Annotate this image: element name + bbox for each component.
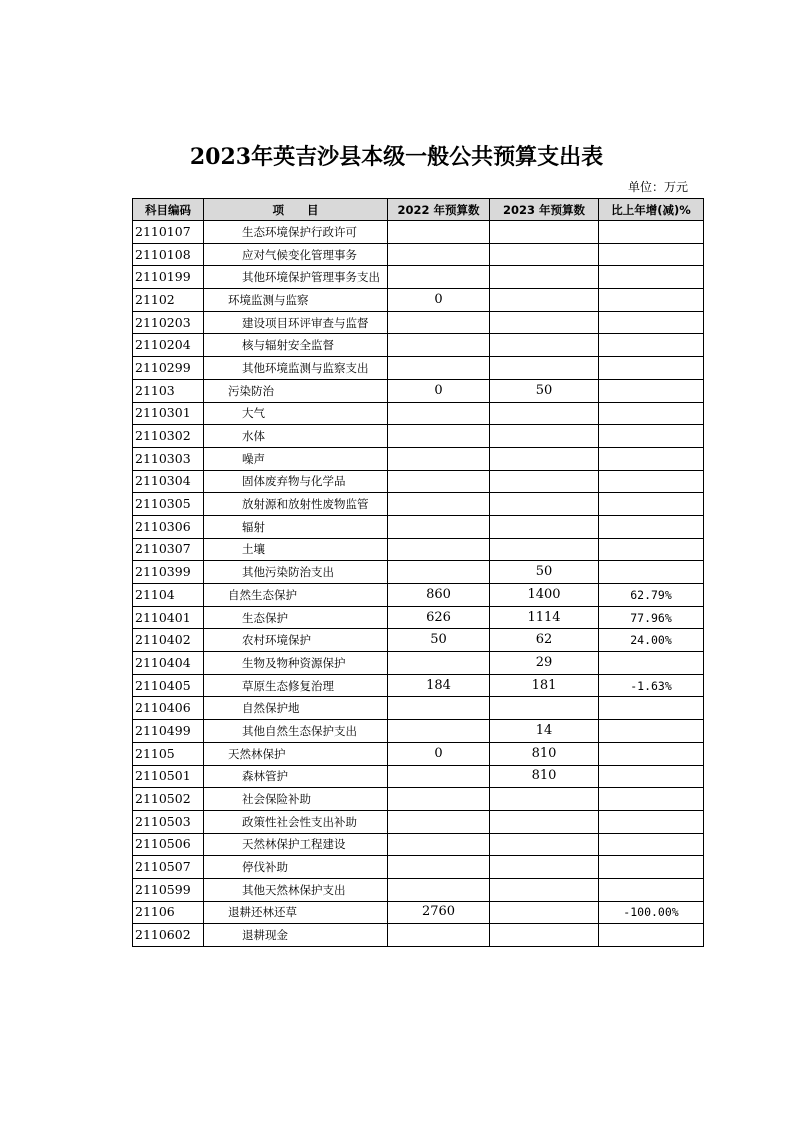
cell-name: 天然林保护 <box>204 742 388 765</box>
cell-change-percent <box>599 788 704 811</box>
cell-2022-budget: 50 <box>388 629 490 652</box>
table-row <box>133 334 704 357</box>
cell-name: 社会保险补助 <box>204 788 388 811</box>
cell-change-percent <box>599 493 704 516</box>
cell-2022-budget <box>388 425 490 448</box>
cell-change-percent <box>599 856 704 879</box>
cell-change-percent: 62.79% <box>599 584 704 607</box>
cell-2023-budget: 810 <box>490 765 599 788</box>
cell-change-percent <box>599 720 704 743</box>
table-row <box>133 788 704 811</box>
cell-2022-budget <box>388 243 490 266</box>
cell-code: 2110399 <box>133 561 204 584</box>
cell-2023-budget: 1400 <box>490 584 599 607</box>
cell-2022-budget <box>388 810 490 833</box>
cell-code: 21102 <box>133 289 204 312</box>
cell-2023-budget <box>490 357 599 380</box>
cell-change-percent <box>599 379 704 402</box>
cell-name: 土壤 <box>204 538 388 561</box>
cell-2022-budget <box>388 221 490 244</box>
table-row <box>133 629 704 652</box>
cell-2022-budget: 0 <box>388 742 490 765</box>
cell-name: 应对气候变化管理事务 <box>204 243 388 266</box>
cell-2023-budget <box>490 425 599 448</box>
table-row <box>133 720 704 743</box>
budget-table <box>132 198 704 947</box>
cell-2023-budget <box>490 266 599 289</box>
cell-change-percent <box>599 289 704 312</box>
cell-2022-budget <box>388 515 490 538</box>
table-row <box>133 584 704 607</box>
cell-change-percent: -100.00% <box>599 901 704 924</box>
cell-2023-budget <box>490 856 599 879</box>
cell-code: 2110299 <box>133 357 204 380</box>
cell-name: 污染防治 <box>204 379 388 402</box>
cell-2023-budget <box>490 221 599 244</box>
cell-code: 2110602 <box>133 924 204 947</box>
cell-2023-budget <box>490 924 599 947</box>
cell-name: 农村环境保护 <box>204 629 388 652</box>
cell-change-percent <box>599 652 704 675</box>
cell-name: 其他环境保护管理事务支出 <box>204 266 388 289</box>
cell-code: 2110499 <box>133 720 204 743</box>
cell-change-percent <box>599 221 704 244</box>
cell-change-percent <box>599 402 704 425</box>
table-row <box>133 810 704 833</box>
cell-change-percent <box>599 425 704 448</box>
cell-2023-budget: 50 <box>490 561 599 584</box>
cell-2023-budget <box>490 243 599 266</box>
cell-2023-budget: 29 <box>490 652 599 675</box>
cell-2022-budget <box>388 788 490 811</box>
table-header-row <box>133 199 704 221</box>
cell-2022-budget: 0 <box>388 289 490 312</box>
cell-2022-budget <box>388 697 490 720</box>
table-row <box>133 379 704 402</box>
cell-code: 2110507 <box>133 856 204 879</box>
cell-change-percent <box>599 810 704 833</box>
cell-change-percent <box>599 742 704 765</box>
cell-change-percent <box>599 924 704 947</box>
cell-2023-budget <box>490 334 599 357</box>
table-row <box>133 856 704 879</box>
table-row <box>133 561 704 584</box>
table-row <box>133 924 704 947</box>
cell-2022-budget: 626 <box>388 606 490 629</box>
cell-code: 2110599 <box>133 878 204 901</box>
table-row <box>133 878 704 901</box>
cell-2022-budget <box>388 652 490 675</box>
table-row <box>133 289 704 312</box>
cell-2022-budget <box>388 447 490 470</box>
page-title: 2023年英吉沙县本级一般公共预算支出表 <box>189 144 604 170</box>
cell-change-percent <box>599 833 704 856</box>
cell-2023-budget: 14 <box>490 720 599 743</box>
header-code: 科目编码 <box>133 199 204 221</box>
cell-name: 政策性社会性支出补助 <box>204 810 388 833</box>
cell-name: 其他污染防治支出 <box>204 561 388 584</box>
cell-change-percent <box>599 266 704 289</box>
table-row <box>133 697 704 720</box>
cell-name: 其他天然林保护支出 <box>204 878 388 901</box>
cell-2022-budget <box>388 924 490 947</box>
cell-code: 2110405 <box>133 674 204 697</box>
cell-2023-budget <box>490 538 599 561</box>
cell-change-percent <box>599 538 704 561</box>
cell-code: 2110107 <box>133 221 204 244</box>
cell-change-percent <box>599 878 704 901</box>
cell-name: 固体废弃物与化学品 <box>204 470 388 493</box>
cell-2023-budget <box>490 311 599 334</box>
cell-2023-budget <box>490 833 599 856</box>
cell-name: 生物及物种资源保护 <box>204 652 388 675</box>
table-row <box>133 221 704 244</box>
cell-2023-budget: 62 <box>490 629 599 652</box>
cell-change-percent <box>599 334 704 357</box>
table-row <box>133 447 704 470</box>
cell-name: 草原生态修复治理 <box>204 674 388 697</box>
cell-2022-budget <box>388 765 490 788</box>
cell-change-percent <box>599 697 704 720</box>
cell-2023-budget <box>490 788 599 811</box>
cell-name: 核与辐射安全监督 <box>204 334 388 357</box>
cell-2022-budget <box>388 833 490 856</box>
cell-2023-budget <box>490 697 599 720</box>
header-change: 比上年增(减)% <box>599 199 704 221</box>
cell-2023-budget <box>490 289 599 312</box>
cell-2022-budget: 0 <box>388 379 490 402</box>
cell-name: 水体 <box>204 425 388 448</box>
header-2022: 2022 年预算数 <box>388 199 490 221</box>
cell-code: 2110203 <box>133 311 204 334</box>
table-row <box>133 266 704 289</box>
cell-2022-budget <box>388 493 490 516</box>
cell-name: 环境监测与监察 <box>204 289 388 312</box>
cell-code: 2110401 <box>133 606 204 629</box>
cell-change-percent <box>599 311 704 334</box>
cell-code: 2110501 <box>133 765 204 788</box>
table-row <box>133 652 704 675</box>
cell-2023-budget: 810 <box>490 742 599 765</box>
cell-code: 2110402 <box>133 629 204 652</box>
cell-2022-budget <box>388 878 490 901</box>
cell-2023-budget <box>490 493 599 516</box>
cell-2023-budget <box>490 470 599 493</box>
table-row <box>133 311 704 334</box>
cell-change-percent <box>599 515 704 538</box>
unit-label: 单位：万元 <box>627 180 688 194</box>
cell-2023-budget <box>490 810 599 833</box>
cell-2022-budget <box>388 357 490 380</box>
cell-name: 生态环境保护行政许可 <box>204 221 388 244</box>
cell-name: 自然生态保护 <box>204 584 388 607</box>
cell-name: 放射源和放射性废物监管 <box>204 493 388 516</box>
cell-name: 噪声 <box>204 447 388 470</box>
cell-code: 21106 <box>133 901 204 924</box>
cell-name: 辐射 <box>204 515 388 538</box>
cell-code: 2110303 <box>133 447 204 470</box>
cell-2023-budget: 181 <box>490 674 599 697</box>
cell-2023-budget <box>490 901 599 924</box>
cell-2022-budget <box>388 311 490 334</box>
cell-2022-budget <box>388 538 490 561</box>
cell-code: 21105 <box>133 742 204 765</box>
table-body <box>133 221 704 947</box>
table-row <box>133 742 704 765</box>
cell-code: 2110204 <box>133 334 204 357</box>
cell-change-percent: 24.00% <box>599 629 704 652</box>
cell-code: 2110305 <box>133 493 204 516</box>
cell-code: 2110406 <box>133 697 204 720</box>
cell-2022-budget <box>388 334 490 357</box>
cell-name: 其他自然生态保护支出 <box>204 720 388 743</box>
table-row <box>133 765 704 788</box>
cell-2023-budget <box>490 402 599 425</box>
cell-name: 其他环境监测与监察支出 <box>204 357 388 380</box>
cell-change-percent <box>599 765 704 788</box>
cell-name: 退耕现金 <box>204 924 388 947</box>
table-row <box>133 357 704 380</box>
table-row <box>133 674 704 697</box>
cell-2023-budget <box>490 878 599 901</box>
cell-code: 2110503 <box>133 810 204 833</box>
table-row <box>133 833 704 856</box>
cell-code: 21103 <box>133 379 204 402</box>
cell-name: 建设项目环评审查与监督 <box>204 311 388 334</box>
cell-change-percent <box>599 470 704 493</box>
table-row <box>133 901 704 924</box>
header-item: 项 目 <box>204 199 388 221</box>
table-row <box>133 425 704 448</box>
table-row <box>133 243 704 266</box>
cell-code: 21104 <box>133 584 204 607</box>
cell-code: 2110306 <box>133 515 204 538</box>
table-row <box>133 538 704 561</box>
cell-2023-budget <box>490 515 599 538</box>
table-row <box>133 515 704 538</box>
cell-name: 大气 <box>204 402 388 425</box>
cell-2022-budget <box>388 561 490 584</box>
cell-code: 2110108 <box>133 243 204 266</box>
cell-code: 2110302 <box>133 425 204 448</box>
cell-2022-budget <box>388 266 490 289</box>
cell-code: 2110502 <box>133 788 204 811</box>
cell-change-percent: -1.63% <box>599 674 704 697</box>
cell-2022-budget <box>388 720 490 743</box>
table-row <box>133 606 704 629</box>
cell-2023-budget: 1114 <box>490 606 599 629</box>
cell-name: 天然林保护工程建设 <box>204 833 388 856</box>
cell-code: 2110506 <box>133 833 204 856</box>
cell-2022-budget <box>388 470 490 493</box>
table-row <box>133 493 704 516</box>
cell-2022-budget: 2760 <box>388 901 490 924</box>
cell-change-percent <box>599 357 704 380</box>
cell-change-percent <box>599 561 704 584</box>
cell-2023-budget <box>490 447 599 470</box>
cell-change-percent <box>599 243 704 266</box>
table-row <box>133 470 704 493</box>
header-2023: 2023 年预算数 <box>490 199 599 221</box>
cell-code: 2110307 <box>133 538 204 561</box>
cell-name: 森林管护 <box>204 765 388 788</box>
cell-code: 2110199 <box>133 266 204 289</box>
cell-name: 退耕还林还草 <box>204 901 388 924</box>
cell-change-percent <box>599 447 704 470</box>
cell-name: 自然保护地 <box>204 697 388 720</box>
cell-2022-budget <box>388 856 490 879</box>
cell-2023-budget: 50 <box>490 379 599 402</box>
cell-2022-budget: 860 <box>388 584 490 607</box>
cell-name: 停伐补助 <box>204 856 388 879</box>
cell-code: 2110301 <box>133 402 204 425</box>
cell-code: 2110304 <box>133 470 204 493</box>
cell-change-percent: 77.96% <box>599 606 704 629</box>
cell-2022-budget: 184 <box>388 674 490 697</box>
cell-code: 2110404 <box>133 652 204 675</box>
cell-name: 生态保护 <box>204 606 388 629</box>
table-row <box>133 402 704 425</box>
cell-2022-budget <box>388 402 490 425</box>
